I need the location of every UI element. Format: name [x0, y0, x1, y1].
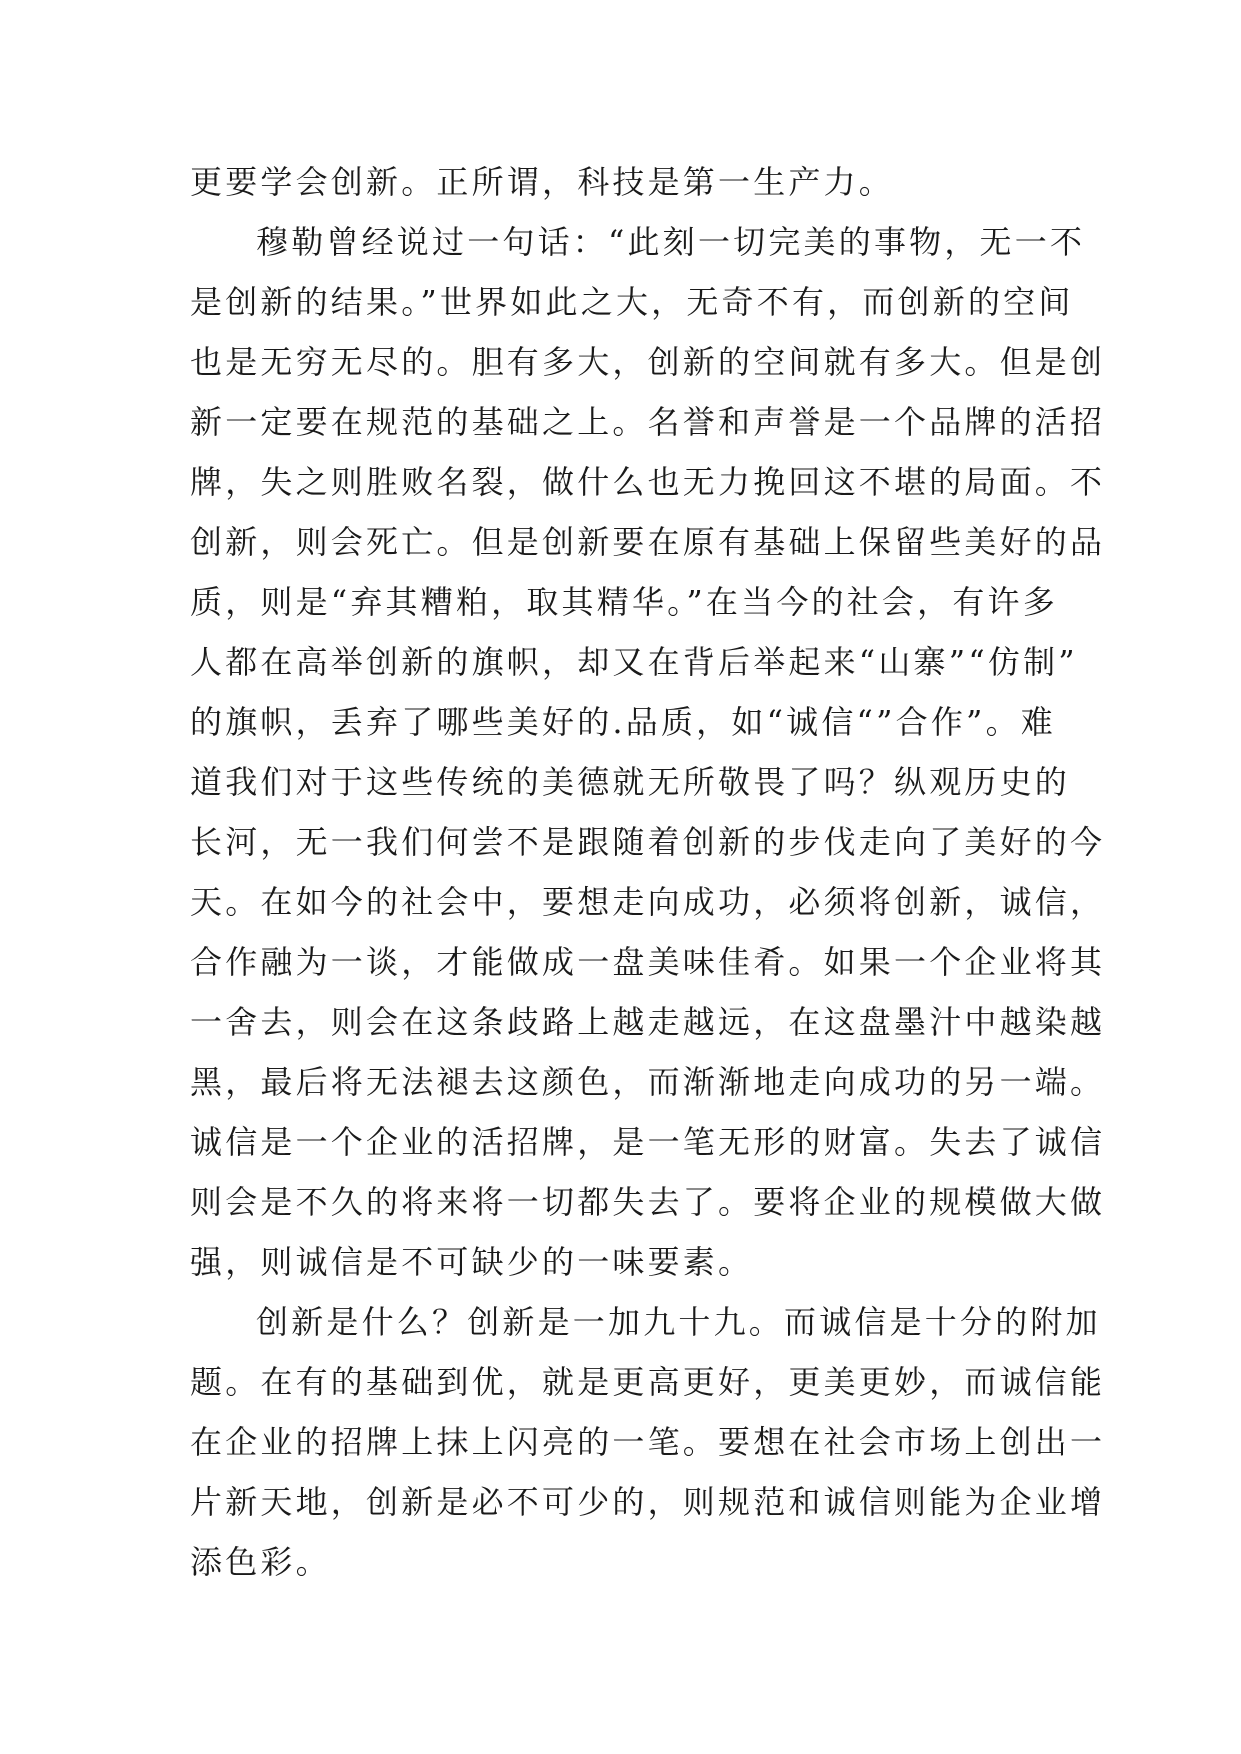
text-line: 牌，失之则胜败名裂，做什么也无力挽回这不堪的局面。不 [190, 463, 1106, 501]
text-line: 是创新的结果。”世界如此之大，无奇不有，而创新的空间 [190, 283, 1074, 321]
text-line: 在企业的招牌上抹上闪亮的一笔。要想在社会市场上创出一 [190, 1423, 1106, 1461]
text-line: 质，则是“弃其糟粕，取其精华。”在当今的社会，有许多 [190, 583, 1058, 621]
body-text [190, 152, 1106, 1592]
text-line: 创新，则会死亡。但是创新要在原有基础上保留些美好的品 [190, 523, 1106, 561]
text-line: 则会是不久的将来将一切都失去了。要将企业的规模做大做 [190, 1183, 1106, 1221]
text-line: 片新天地，创新是必不可少的，则规范和诚信则能为企业增 [190, 1483, 1106, 1521]
text-line: 也是无穷无尽的。胆有多大，创新的空间就有多大。但是创 [190, 343, 1106, 381]
text-line: 添色彩。 [190, 1543, 331, 1581]
text-line: 合作融为一谈，才能做成一盘美味佳肴。如果一个企业将其 [190, 943, 1106, 981]
text-line: 长河，无一我们何尝不是跟随着创新的步伐走向了美好的今 [190, 823, 1106, 861]
text-line: 天。在如今的社会中，要想走向成功，必须将创新，诚信， [190, 883, 1106, 921]
text-line: 人都在高举创新的旗帜，却又在背后举起来“山寨”“仿制” [190, 643, 1078, 681]
paragraph-start-line: 穆勒曾经说过一句话：“此刻一切完美的事物，无一不 [256, 223, 1086, 261]
text-line: 更要学会创新。正所谓，科技是第一生产力。 [190, 163, 895, 201]
text-line: 黑，最后将无法褪去这颜色，而渐渐地走向成功的另一端。 [190, 1063, 1106, 1101]
text-line: 诚信是一个企业的活招牌，是一笔无形的财富。失去了诚信 [190, 1123, 1106, 1161]
text-line: 题。在有的基础到优，就是更高更好，更美更妙，而诚信能 [190, 1363, 1106, 1401]
text-line: 新一定要在规范的基础之上。名誉和声誉是一个品牌的活招 [190, 403, 1106, 441]
text-line: 强，则诚信是不可缺少的一味要素。 [190, 1243, 754, 1281]
text-line: 的旗帜，丢弃了哪些美好的.品质，如“诚信“”合作”。难 [190, 703, 1057, 741]
text-line: 道我们对于这些传统的美德就无所敬畏了吗？纵观历史的 [190, 763, 1071, 801]
paragraph-start-line: 创新是什么？创新是一加九十九。而诚信是十分的附加 [256, 1303, 1101, 1341]
text-line: 一舍去，则会在这条歧路上越走越远，在这盘墨汁中越染越 [190, 1003, 1106, 1041]
